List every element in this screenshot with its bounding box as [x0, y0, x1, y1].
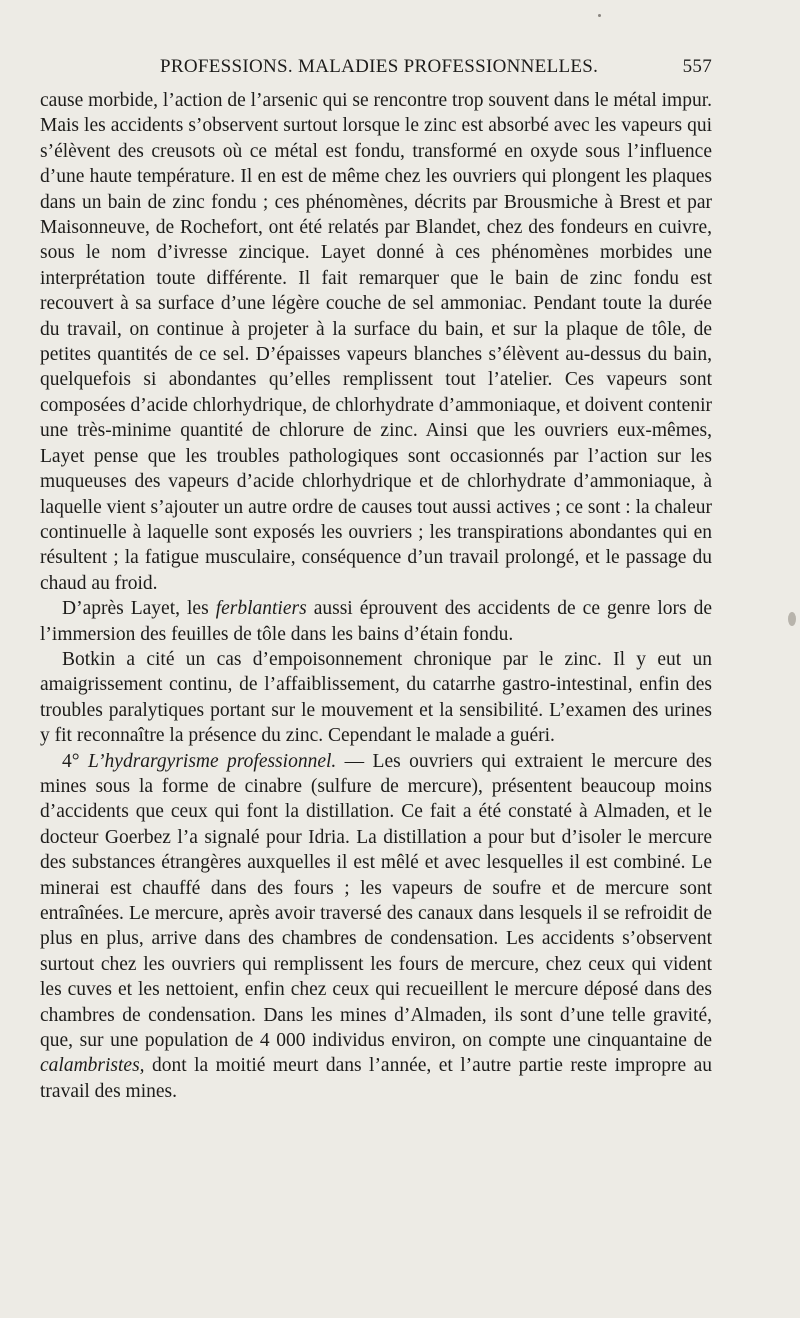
page-number: 557 [682, 56, 712, 77]
paragraph-hydrargyrisme [40, 749, 712, 1105]
paper-speck [788, 612, 796, 626]
paragraph-botkin: Botkin a cité un cas d’empoisonnement chronique par le zinc. Il y eut un amaigrissement continu, de l’affaiblissement, du catarrhe gastro-intestinal, enfin des troubles paralytiques portant sur le mouvement et la sensibilité. L’examen des urines y fit reconnaître la présence du zinc. Cependant le malade a guéri. [40, 648, 712, 747]
paper-speck [598, 14, 601, 17]
paragraph-zinc-vapours: cause morbide, l’action de l’arsenic qui se rencontre trop souvent dans le métal impur. Mais les accidents s’observent surtout lorsque le zinc est absorbé avec les vapeurs qui s’élèvent des creusots où ce métal est fondu, transformé en oxyde sous l’influence d’une haute température. Il en est de même chez les ouvriers qui plongent les plaques dans un bain de zinc fondu ; ces phénomènes, décrits par Brousmiche à Brest et par Maisonneuve, de Rochefort, ont été relatés par Blandet, chez des fondeurs en cuivre, sous le nom d’ivresse zincique. Layet donné à ces phénomènes morbides une interprétation toute différente. Il fait remarquer que le bain de zinc fondu est recouvert à sa surface d’une légère couche de sel ammoniac. Pendant toute la durée du travail, on continue à projeter à la surface du bain, et sur la plaque de tôle, de petites quantités de ce sel. D’épaisses vapeurs blanches s’élèvent au-dessus du bain, quelquefois si abondantes qu’elles remplissent tout l’atelier. Ces vapeurs sont composées d’acide chlorhydrique, de chlorhydrate d’ammoniaque, et doivent contenir une très-minime quantité de chlorure de zinc. Ainsi que les ouvriers eux-mêmes, Layet pense que les troubles pathologiques sont occasionnés par l’action sur les muqueuses des vapeurs d’acide chlorhydrique et de chlorhydrate d’ammoniaque, à laquelle vient s’ajouter un autre ordre de causes tout aussi actives ; ce sont : la chaleur continuelle à laquelle sont exposés les ouvriers ; les transpirations abondantes qui en résultent ; la fatigue musculaire, conséquence d’un travail prolongé, et le passage du chaud au froid. [40, 90, 712, 594]
section-heading-hydrargyrisme: L’hydrargyrisme professionnel. [87, 750, 337, 772]
paragraph-ferblantiers-lead: D’après Layet, les [62, 598, 216, 620]
paragraph-hydrargyrisme-end: dont la moitié meurt dans l’année, et l’autre partie reste impropre au travail des mines. [40, 1055, 712, 1102]
paragraph-ferblantiers-rest: aussi éprouvent des accidents de ce genre lors de l’immersion des feuilles de tôle dans les bains d’étain fondu. [40, 598, 712, 645]
term-ferblantiers: ferblantiers [215, 598, 307, 620]
term-calambristes: calambristes, [40, 1055, 145, 1077]
paragraph-ferblantiers [40, 596, 712, 647]
section-number: 4° [62, 750, 88, 772]
running-head-title: PROFESSIONS. MALADIES PROFESSIONNELLES. [160, 56, 599, 77]
paragraph-hydrargyrisme-body: — Les ouvriers qui extraient le mercure des mines sous la forme de cinabre (sulfure de mercure), présentent beaucoup moins d’accidents que ceux qui font la distillation. Ce fait a été constaté à Almaden, et le docteur Goerbez l’a signalé pour Idria. La distillation a pour but d’isoler le mercure des substances étrangères auxquelles il est mêlé et avec lesquelles il est combiné. Le minerai est chauffé dans des fours ; les vapeurs de soufre et de mercure sont entraînées. Le mercure, après avoir traversé des canaux dans lesquels il se refroidit de plus en plus, arrive dans des chambres de condensation. Les accidents s’observent surtout chez les ouvriers qui remplissent les fours de mercure, chez ceux qui vident les cuves et les nettoient, enfin chez ceux qui recueillent le mercure déposé dans des chambres de condensation. Dans les mines d’Almaden, ils sont d’une telle gravité, que, sur une population de 4 000 individus environ, on compte une cinquantaine de [40, 750, 712, 1052]
body-text [40, 88, 712, 1104]
running-head [40, 56, 712, 84]
